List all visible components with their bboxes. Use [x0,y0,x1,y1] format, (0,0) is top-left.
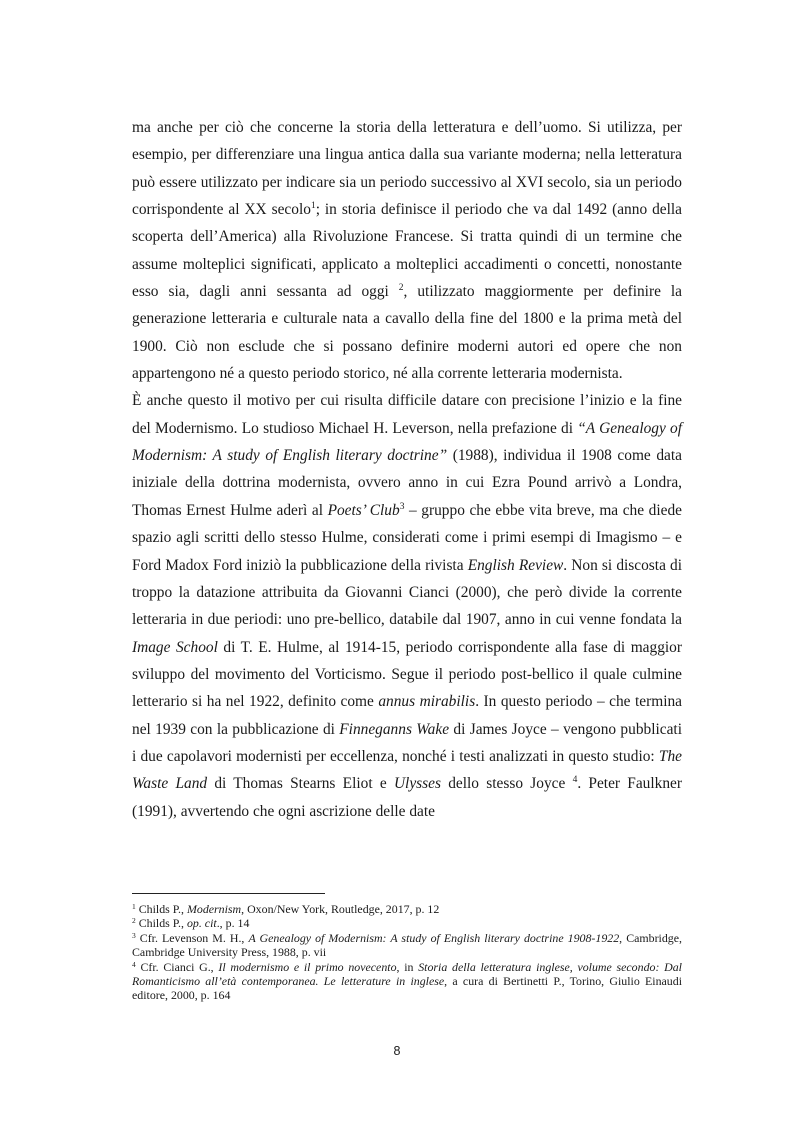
italic-title: Ulysses [393,775,441,793]
footnote-number: 1 [132,902,136,911]
italic-title: annus mirabilis [378,693,476,711]
paragraph-1 [132,114,682,387]
italic-title: Il modernismo e il primo novecento [218,959,397,974]
italic-title: Poets’ Club [327,501,400,519]
footnote-4 [132,960,682,1003]
text-run: dello stesso Joyce [440,775,573,793]
text-run: È anche questo il motivo per cui risulta difficile datare con precisione l’inizio e la fine del Modernismo. Lo studioso Michael H. Leverson, nella prefazione di [132,392,682,437]
text-run: Cfr. Levenson M. H., [135,930,249,945]
text-run: . Non si discosta di troppo la datazione attribuita da Giovanni Cianci (2000), che però divide la corrente letteraria in due periodi: uno pre-bellico, databile dal 1907, anno in cui venne fondata la [132,556,683,629]
text-run: ; in storia definisce il periodo che va dal 1492 (anno della scoperta dell’America) alla Rivoluzione Francese. Si tratta quindi di un termine che assume molteplici significati, applicato a molteplici accadimenti o concetti, nonostante esso sia, dagli anni sessanta ad oggi [132,201,682,301]
text-run: – gruppo che ebbe vita breve, ma che diede spazio agli scritti dello stesso Hulme, considerati come i primi esempi di Imagismo – e Ford Madox Ford iniziò la pubblicazione della rivista [132,501,682,574]
footnote-ref-3: 3 [399,501,405,512]
italic-title: Image School [132,638,218,656]
footnote-2 [132,916,682,930]
text-run: . Peter Faulkner (1991), avvertendo che ogni ascrizione delle date [132,775,682,820]
paragraph-2 [132,387,682,825]
italic-title: A Genealogy of Modernism: A study of English literary doctrine 1908-1922 [248,930,620,945]
italic-title: op. cit [186,916,217,931]
italic-title: “A Genealogy of Modernism: A study of English literary doctrine” [132,419,683,465]
text-run: , utilizzato maggiormente per definire la generazione letteraria e culturale nata a cavallo della fine del 1800 e la prima metà del 1900. Ciò non esclude che si possano definire moderni autori ed opere che non appartengono né a questo periodo storico, né alla corrente letteraria modernista. [132,283,682,383]
body-text [132,114,682,825]
text-run: , Oxon/New York, Routledge, 2017, p. 12 [241,902,440,916]
footnote-number: 2 [132,916,136,926]
text-run: , a cura di Bertinetti P., Torino, Giulio Einaudi editore, 2000, p. 164 [132,974,683,1003]
footnote-ref-2: 2 [398,283,404,294]
text-run: (1988), individua il 1908 come data iniziale della dottrina modernista, ovvero anno in cui Ezra Pound arrivò a Londra, Thomas Ernest Hulme aderì al [132,447,682,519]
text-run: Cfr. Cianci G., [135,959,219,974]
footnote-3 [132,931,682,960]
text-run: , in [396,959,419,974]
italic-title: Modernism [186,902,242,916]
text-run: , Cambridge, Cambridge University Press, 1988, p. vii [132,930,682,960]
footnotes [132,902,682,1003]
italic-title: Finneganns Wake [339,720,450,738]
italic-title: The Waste Land [132,747,682,793]
footnote-number: 4 [132,959,136,969]
page-number: 8 [393,1044,401,1058]
italic-title: Storia della letteratura inglese, volume secondo: Dal Romanticismo all’età contemporanea. Le letterature in inglese [132,959,682,989]
text-run: ., p. 14 [216,916,250,931]
footnote-number: 3 [132,930,136,940]
footnote-separator [132,893,325,894]
footnote-1 [132,902,682,916]
text-run: di James Joyce – vengono pubblicati i due capolavori modernisti per eccellenza, nonché i testi analizzati in questo studio: [132,720,682,765]
text-run: Childs P., [135,916,187,931]
text-run: Childs P., [135,902,187,916]
text-run: . In questo periodo – che termina nel 1939 con la pubblicazione di [132,693,682,738]
text-run: di Thomas Stearns Eliot e [207,775,394,793]
text-run: ma anche per ciò che concerne la storia della letteratura e dell’uomo. Si utilizza, per esempio, per differenziare una lingua antica dalla sua variante moderna; nella letteratura può essere utilizzato per indicare sia un periodo successivo al XVI secolo, sia un periodo corrispondente al XX secolo [132,119,682,219]
footnote-ref-1: 1 [310,201,316,212]
footnote-ref-4: 4 [572,775,578,786]
italic-title: English Review [467,556,564,574]
text-run: di T. E. Hulme, al 1914-15, periodo corrispondente alla fase di maggior sviluppo del movimento del Vorticismo. Segue il periodo post-bellico il quale culmine letterario si ha nel 1922, definito come [132,638,682,711]
